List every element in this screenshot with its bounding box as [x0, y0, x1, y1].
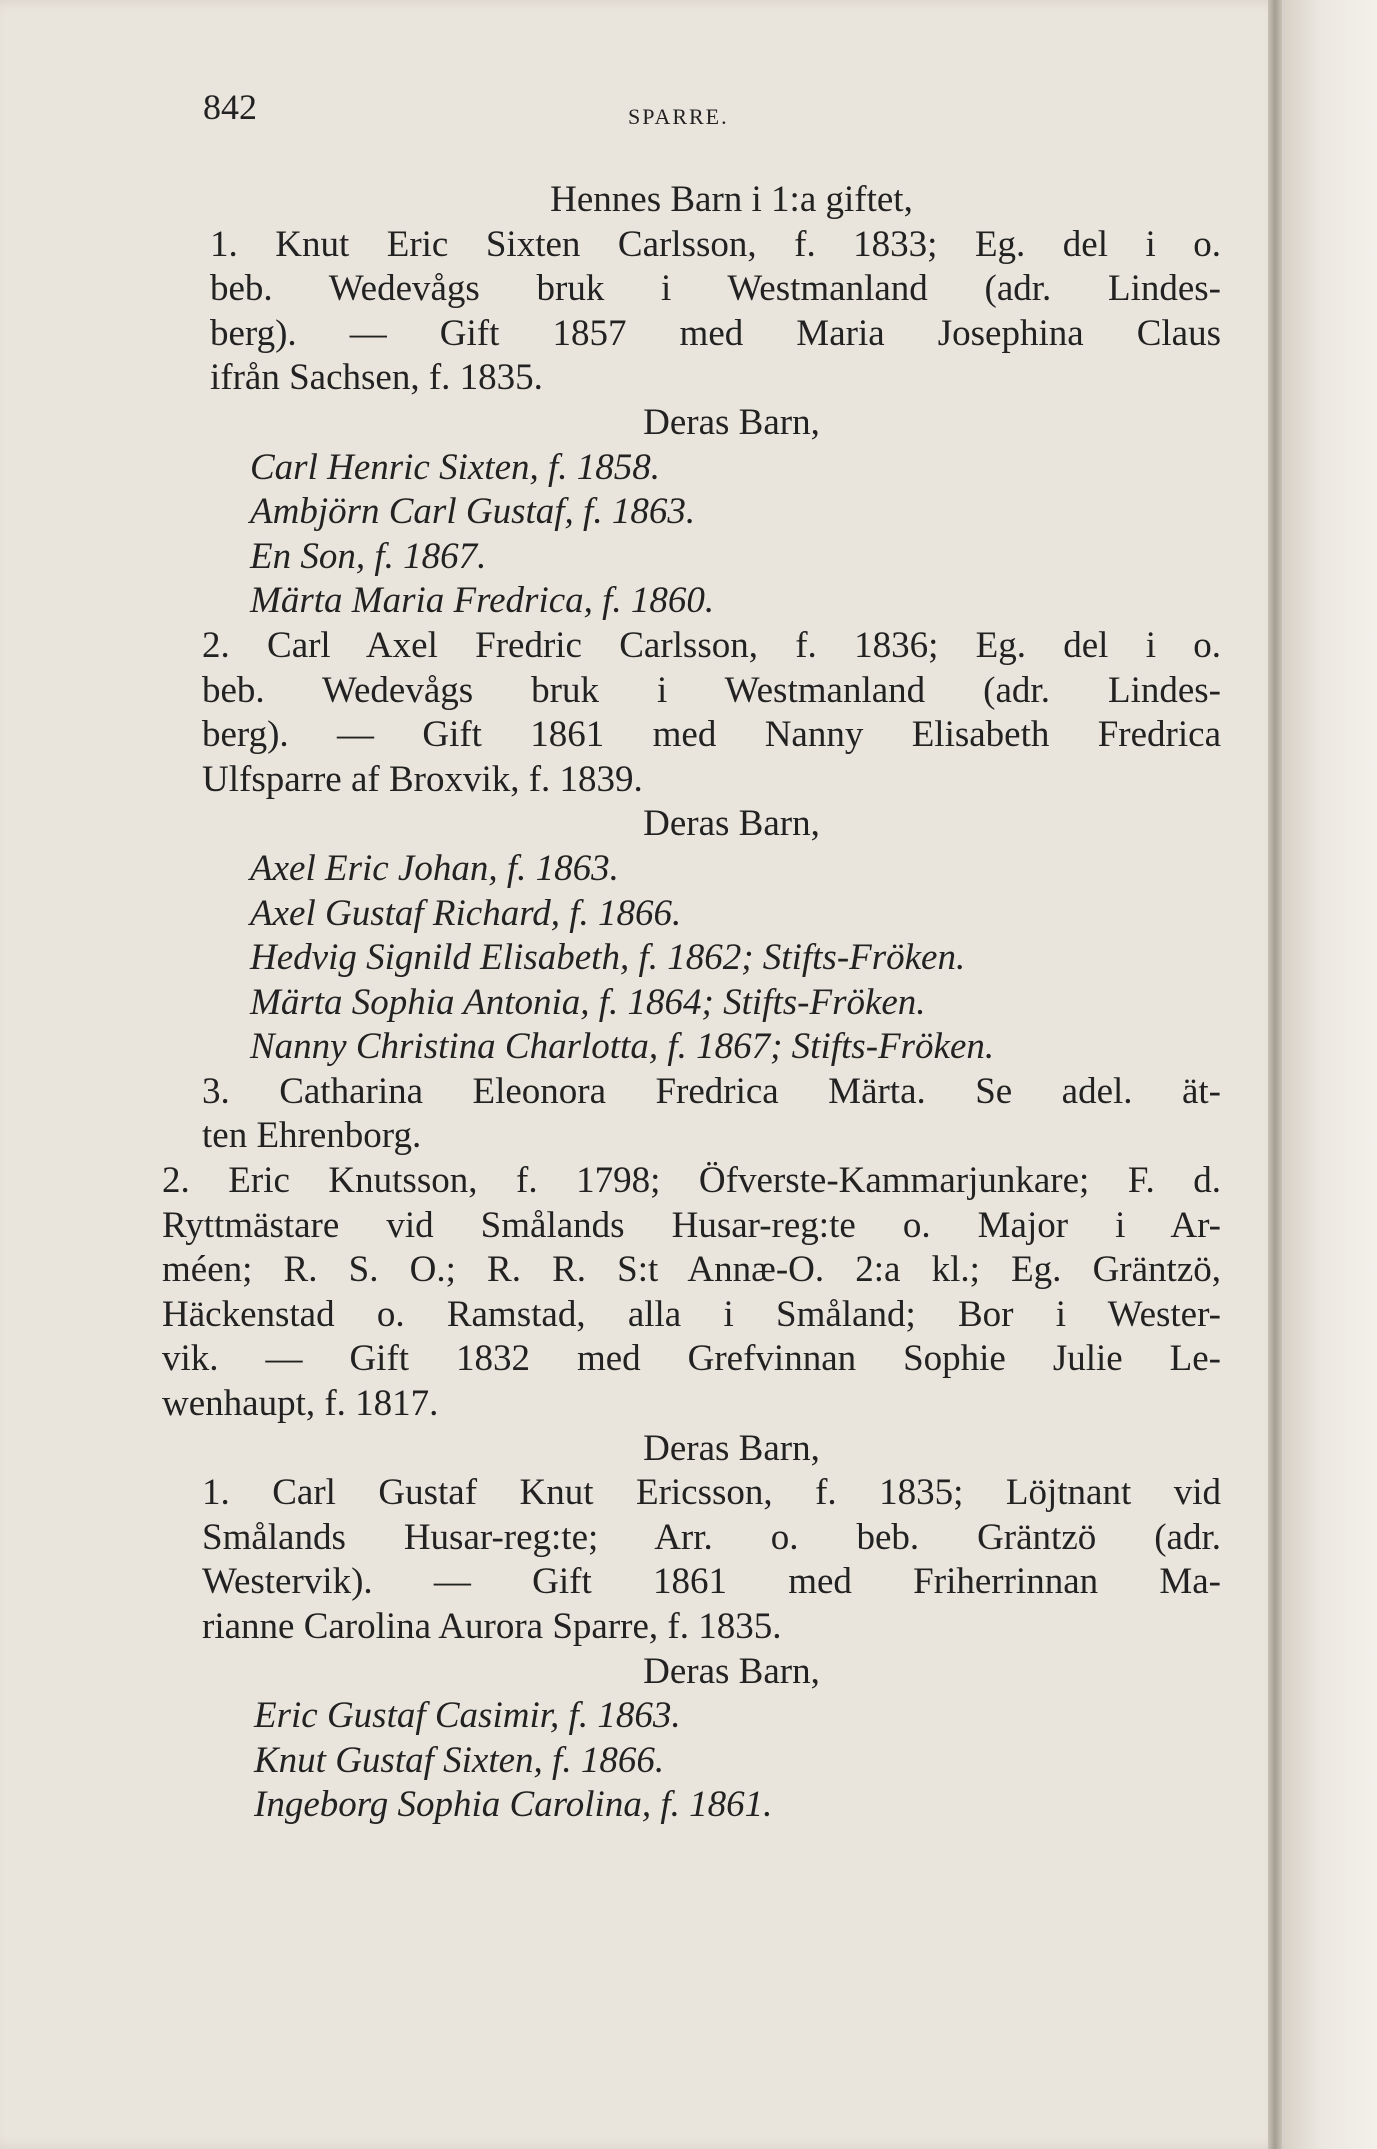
section-heading: Hennes Barn i 1:a giftet,	[550, 179, 913, 220]
child-line: Eric Gustaf Casimir, f. 1863.	[254, 1695, 681, 1737]
entry-line: berg). — Gift 1857 med Maria Josephina Claus	[210, 312, 1221, 354]
child-line: Axel Eric Johan, f. 1863.	[250, 847, 619, 889]
subsection-heading: Deras Barn,	[643, 803, 820, 845]
child-line: Axel Gustaf Richard, f. 1866.	[250, 892, 682, 934]
next-page-edge	[1285, 0, 1377, 2149]
page-gutter	[1268, 0, 1282, 2149]
child-line: En Son, f. 1867.	[250, 535, 487, 577]
entry-line: wenhaupt, f. 1817.	[162, 1383, 439, 1425]
entry-line: rianne Carolina Aurora Sparre, f. 1835.	[202, 1606, 782, 1647]
entry-line: Ryttmästare vid Smålands Husar-reg:te o. Major i Ar-	[162, 1204, 1221, 1246]
child-line: Hedvig Signild Elisabeth, f. 1862; Stifts-Fröken.	[250, 937, 966, 979]
entry-line: vik. — Gift 1832 med Grefvinnan Sophie Julie Le-	[162, 1338, 1221, 1380]
running-head: SPARRE.	[628, 104, 729, 129]
child-line: Ingeborg Sophia Carolina, f. 1861.	[254, 1784, 773, 1826]
entry-line: Ulfsparre af Broxvik, f. 1839.	[202, 758, 643, 800]
entry-line: Smålands Husar-reg:te; Arr. o. beb. Gräntzö (adr.	[202, 1516, 1221, 1558]
page-number: 842	[203, 87, 257, 127]
entry-line: Häckenstad o. Ramstad, alla i Småland; Bor i Wester-	[162, 1293, 1221, 1335]
entry-line: 1. Carl Gustaf Knut Ericsson, f. 1835; Löjtnant vid	[202, 1472, 1221, 1514]
entry-line: méen; R. S. O.; R. R. S:t Annæ-O. 2:a kl.; Eg. Gräntzö,	[162, 1249, 1221, 1291]
child-line: Märta Maria Fredrica, f. 1860.	[250, 580, 715, 622]
entry-line: ifrån Sachsen, f. 1835.	[210, 357, 543, 399]
child-line: Nanny Christina Charlotta, f. 1867; Stifts-Fröken.	[250, 1026, 995, 1068]
subsection-heading: Deras Barn,	[643, 401, 820, 443]
subsection-heading: Deras Barn,	[643, 1427, 820, 1469]
child-line: Märta Sophia Antonia, f. 1864; Stifts-Fröken.	[250, 981, 926, 1023]
entry-line: 1. Knut Eric Sixten Carlsson, f. 1833; Eg. del i o.	[210, 223, 1221, 265]
page-header	[0, 0, 1285, 180]
entry-line: berg). — Gift 1861 med Nanny Elisabeth Fredrica	[202, 714, 1221, 756]
entry-line: 2. Carl Axel Fredric Carlsson, f. 1836; Eg. del i o.	[202, 624, 1221, 666]
entry-line: Westervik). — Gift 1861 med Friherrinnan Ma-	[202, 1561, 1221, 1603]
subsection-heading: Deras Barn,	[643, 1650, 820, 1692]
genealogy-text	[162, 178, 1221, 1828]
child-line: Ambjörn Carl Gustaf, f. 1863.	[250, 491, 696, 533]
entry-line: 2. Eric Knutsson, f. 1798; Öfverste-Kammarjunkare; F. d.	[162, 1160, 1221, 1202]
child-line: Carl Henric Sixten, f. 1858.	[250, 446, 661, 488]
entry-line: beb. Wedevågs bruk i Westmanland (adr. Lindes-	[202, 669, 1221, 711]
entry-line: ten Ehrenborg.	[202, 1115, 422, 1157]
entry-line: beb. Wedevågs bruk i Westmanland (adr. Lindes-	[210, 268, 1221, 310]
child-line: Knut Gustaf Sixten, f. 1866.	[254, 1739, 665, 1781]
entry-line: 3. Catharina Eleonora Fredrica Märta. Se adel. ät-	[202, 1070, 1221, 1112]
